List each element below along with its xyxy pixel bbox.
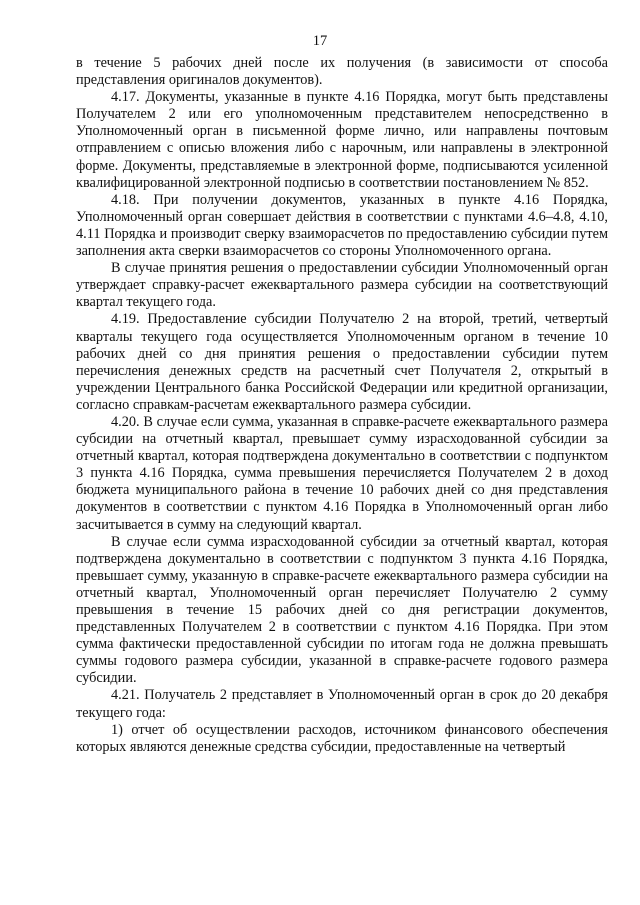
paragraph-4-19: 4.19. Предоставление субсидии Получателю 2 на второй, третий, четвертый кварталы текущего года осуществляется Уполномоченным органом в течение 10 рабочих дней со дня принятия решения о предоставлении субсидии путем перечисления денежных средств на расчетный счет Получателя 2, открытый в учреждении Центрального банка Российской Федерации или кредитной организации, согласно справкам-расчетам ежеквартального размера субсидии. <box>76 311 608 413</box>
paragraph-4-21: 4.21. Получатель 2 представляет в Уполномоченный орган в срок до 20 декабря текущего года: <box>76 687 608 721</box>
paragraph-4-20: 4.20. В случае если сумма, указанная в справке-расчете ежеквартального размера субсидии на отчетный квартал, превышает сумму израсходованной субсидии за отчетный квартал, которая подтверждена документально в соответствии с подпунктом 3 пункта 4.16 Порядка, сумма превышения перечисляется Получателем 2 в доход бюджета муниципального района в течение 10 рабочих дней со дня представления документов в соответствии с пунктом 4.16 Порядка в Уполномоченный орган либо засчитывается в сумму на следующий квартал. <box>76 413 608 533</box>
paragraph-excess: В случае если сумма израсходованной субсидии за отчетный квартал, которая подтверждена документально в соответствии с подпунктом 3 пункта 4.16 Порядка, превышает сумму, указанную в справке-расчете ежеквартального размера субсидии на отчетный квартал, Уполномоченный орган перечисляет Получателю 2 сумму превышения в течение 15 рабочих дней со дня регистрации документов, представленных Получателем 2 в соответствии с пунктом 4.16 Порядка. При этом сумма фактически предоставленной субсидии по итогам года не должна превышать суммы годового размера субсидии, указанной в справке-расчете годового размера субсидии. <box>76 533 608 687</box>
paragraph-continuation: в течение 5 рабочих дней после их получения (в зависимости от способа представления оригиналов документов). <box>76 55 608 89</box>
paragraph-4-17: 4.17. Документы, указанные в пункте 4.16 Порядка, могут быть представлены Получателем 2 или его уполномоченным представителем непосредственно в Уполномоченный орган в письменной форме лично, или направлены почтовым отправлением с описью вложения либо с нарочным, или направлены в электронной форме. Документы, представляемые в электронной форме, подписываются усиленной квалифицированной электронной подписью в соответствии постановлением № 852. <box>76 89 608 191</box>
document-body <box>76 55 608 756</box>
paragraph-4-18: 4.18. При получении документов, указанных в пункте 4.16 Порядка, Уполномоченный орган совершает действия в соответствии с пунктами 4.6–4.8, 4.10, 4.11 Порядка и производит сверку взаиморасчетов по предоставлению субсидии путем заполнения акта сверки взаиморасчетов со стороны Уполномоченного органа. <box>76 191 608 260</box>
paragraph-item-1: 1) отчет об осуществлении расходов, источником финансового обеспечения которых являются денежные средства субсидии, предоставленные на четвертый <box>76 721 608 755</box>
page-number: 17 <box>312 33 328 49</box>
paragraph-decision: В случае принятия решения о предоставлении субсидии Уполномоченный орган утверждает справку-расчет ежеквартального размера субсидии на соответствующий квартал текущего года. <box>76 260 608 311</box>
